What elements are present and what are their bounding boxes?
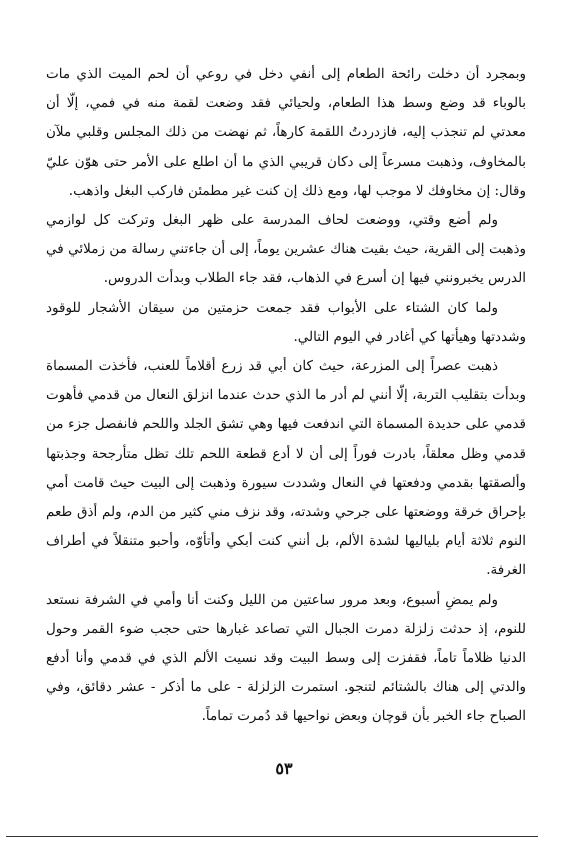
body-text [46, 60, 526, 732]
paragraph-5: ولم يمضِ أسبوع، وبعد مرور ساعتين من الليل وكنت أنا وأمي في الشرفة نستعد للنوم، إذ حدثت زلزلة دمرت الجبال التي تصاعد غبارها حتى حجب ضوء القمر وحول الدنيا ظلاماً تاماً، فقفزت إلى وسط البيت وقد نسيت الألم الذي في قدمي وأنا أدفع والدتي إلى هناك بالشتائم لتنجو. استمرت الزلزلة - على ما أذكر - عشر دقائق، وفي الصباح جاء الخبر بأن قوچان وبعض نواحيها قد دُمرت تماماً. [46, 591, 526, 725]
paragraph-1: وبمجرد أن دخلت رائحة الطعام إلى أنفي دخل في روعي أن لحم الميت الذي مات بالوباء قد وضع وسط هذا الطعام، ولحيائي فقد وضعت لقمة منه في فمي، إلّا أن معدتي لم تنجذب إليه، فازدردتُ اللقمة كارهاً، ثم نهضت من ذلك المجلس وقلبي ملآن بالمخاوف، وذهبت مسرعاً إلى دكان قريبي الذي ما أن اطلع على الأمر حتى هوّن عليّ وقال: إن مخاوفك لا موجب لها، ومع ذلك إن كنت غير مطمئن فاركب البغل واذهب. [46, 66, 526, 199]
paragraph-4: ذهبت عصراً إلى المزرعة، حيث كان أبي قد زرع أقلاماً للعنب، فأخذت المسماة وبدأت بتقليب التربة، إلّا أنني لم أدر ما الذي حدث عندما انزلق النعال من قدمي فأهوت قدمي على حديدة المسماة التي اندفعت فيها وهي تشق الجلد واللحم فانفصل جزء من قدمي وظل معلقاً، بادرت فوراً إلى أن لا أدع قطعة اللحم تلك تظل متأرجحة وجذبتها وألصقتها بقدمي ودفعتها في النعال وشددت سيورة وذهبت إلى البيت حيث قامت أمي بإحراق خرقة ووضعتها على جرحي وشدته، وقد نزف مني كثير من الدم، ولم أذق طعم النوم ثلاثة أيام بلياليها لشدة الألم، بل أنني كنت أبكي وأتأوّه، وأحبو متنقلاً في أطراف الغرفة. [46, 358, 527, 579]
page-number: ٥٣ [275, 759, 293, 778]
bottom-rule [6, 836, 538, 837]
paragraph-3: ولما كان الشتاء على الأبواب فقد جمعت حزمتين من سيقان الأشجار للوقود وشددتها وهيأتها كي أغادر في اليوم التالي. [46, 299, 526, 345]
paragraph-2: ولم أضع وقتي، ووضعت لحاف المدرسة على ظهر البغل وتركت كل لوازمي وذهبت إلى القرية، حيث بقيت هناك عشرين يوماً، إلى أن جاءتني رسالة من زملائي في الدرس يخبرونني فيها إن أسرع في الذهاب، فقد جاء الطلاب وبدأت الدروس. [46, 212, 526, 287]
